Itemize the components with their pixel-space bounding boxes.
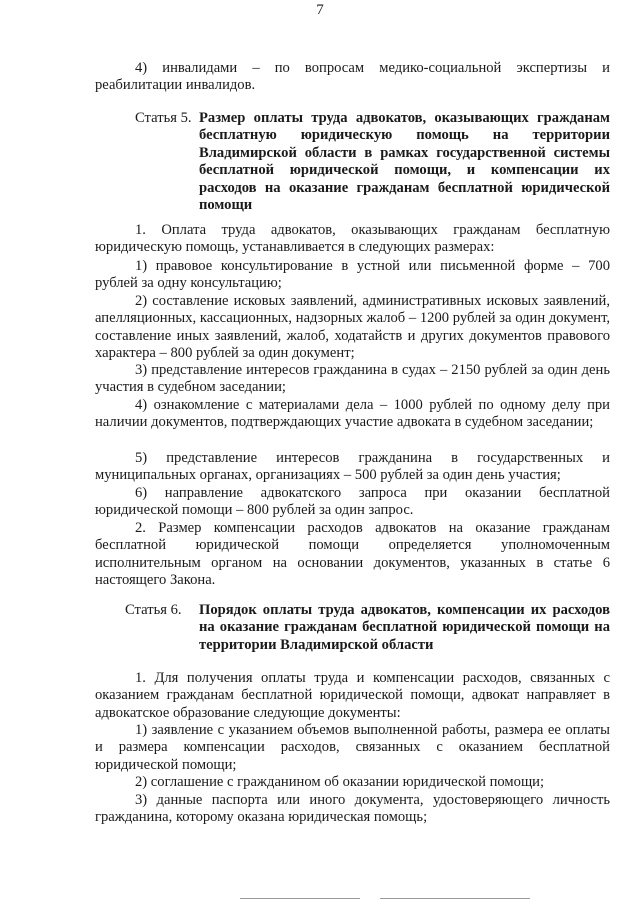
scan-line — [240, 898, 360, 899]
article-6-label: Статья 6. — [125, 602, 182, 618]
art6-item-2: 2) соглашение с гражданином об оказании юридической помощи; — [135, 774, 545, 790]
art6-paragraph-1: 1. Для получения оплаты труда и компенсации расходов, связанных с оказанием гражданам бесплатной юридической помощи, адвокат направляет в адвокатское образование следующие документы: — [95, 670, 610, 721]
art6-item-3: 3) данные паспорта или иного документа, удостоверяющего личность гражданина, которому оказана юридическая помощь; — [95, 792, 610, 826]
article-5-label: Статья 5. — [135, 110, 192, 126]
art5-paragraph-1: 1. Оплата труда адвокатов, оказывающих гражданам бесплатную юридическую помощь, устанавливается в следующих размерах: — [95, 222, 610, 256]
art5-paragraph-2: 2. Размер компенсации расходов адвокатов на оказание гражданам бесплатной юридической помощи определяется уполномоченным исполнительным органом на основании документов, указанных в статье 6 настоящего Закона. — [95, 520, 610, 589]
paragraph-disabled: 4) инвалидами – по вопросам медико-социальной экспертизы и реабилитации инвалидов. — [95, 60, 610, 94]
art5-item-6: 6) направление адвокатского запроса при оказании бесплатной юридической помощи – 800 рублей за один запрос. — [95, 485, 610, 519]
art5-item-3: 3) представление интересов гражданина в судах – 2150 рублей за один день участия в судебном заседании; — [95, 362, 610, 396]
article-5-title: Размер оплаты труда адвокатов, оказывающих гражданам бесплатную юридическую помощь на территории Владимирской области в рамках государственной системы бесплатной юридической помощи, и компенсации их расходов на оказание гражданам бесплатной юридической помощи — [199, 110, 610, 214]
art5-item-4: 4) ознакомление с материалами дела – 1000 рублей по одному делу при наличии документов, подтверждающих участие адвоката в судебном заседании; — [95, 397, 610, 431]
art5-item-5: 5) представление интересов гражданина в государственных и муниципальных органах, организациях – 500 рублей за один день участия; — [95, 450, 610, 484]
article-6-heading — [95, 602, 610, 654]
scan-line — [380, 898, 530, 899]
article-5-heading — [95, 110, 610, 214]
article-6-title: Порядок оплаты труда адвокатов, компенсации их расходов на оказание гражданам бесплатной юридической помощи на территории Владимирской области — [199, 602, 610, 653]
art5-item-2: 2) составление исковых заявлений, административных исковых заявлений, апелляционных, кассационных, надзорных жалоб – 1200 рублей за один документ, составление иных заявлений, жалоб, ходатайств и других документов правового характера – 800 рублей за один документ; — [95, 293, 610, 362]
art6-item-1: 1) заявление с указанием объемов выполненной работы, размера ее оплаты и размера компенсации расходов, связанных с оказанием бесплатной юридической помощи; — [95, 722, 610, 773]
art5-item-1: 1) правовое консультирование в устной или письменной форме – 700 рублей за одну консультацию; — [95, 258, 610, 292]
page-number: 7 — [316, 2, 324, 18]
